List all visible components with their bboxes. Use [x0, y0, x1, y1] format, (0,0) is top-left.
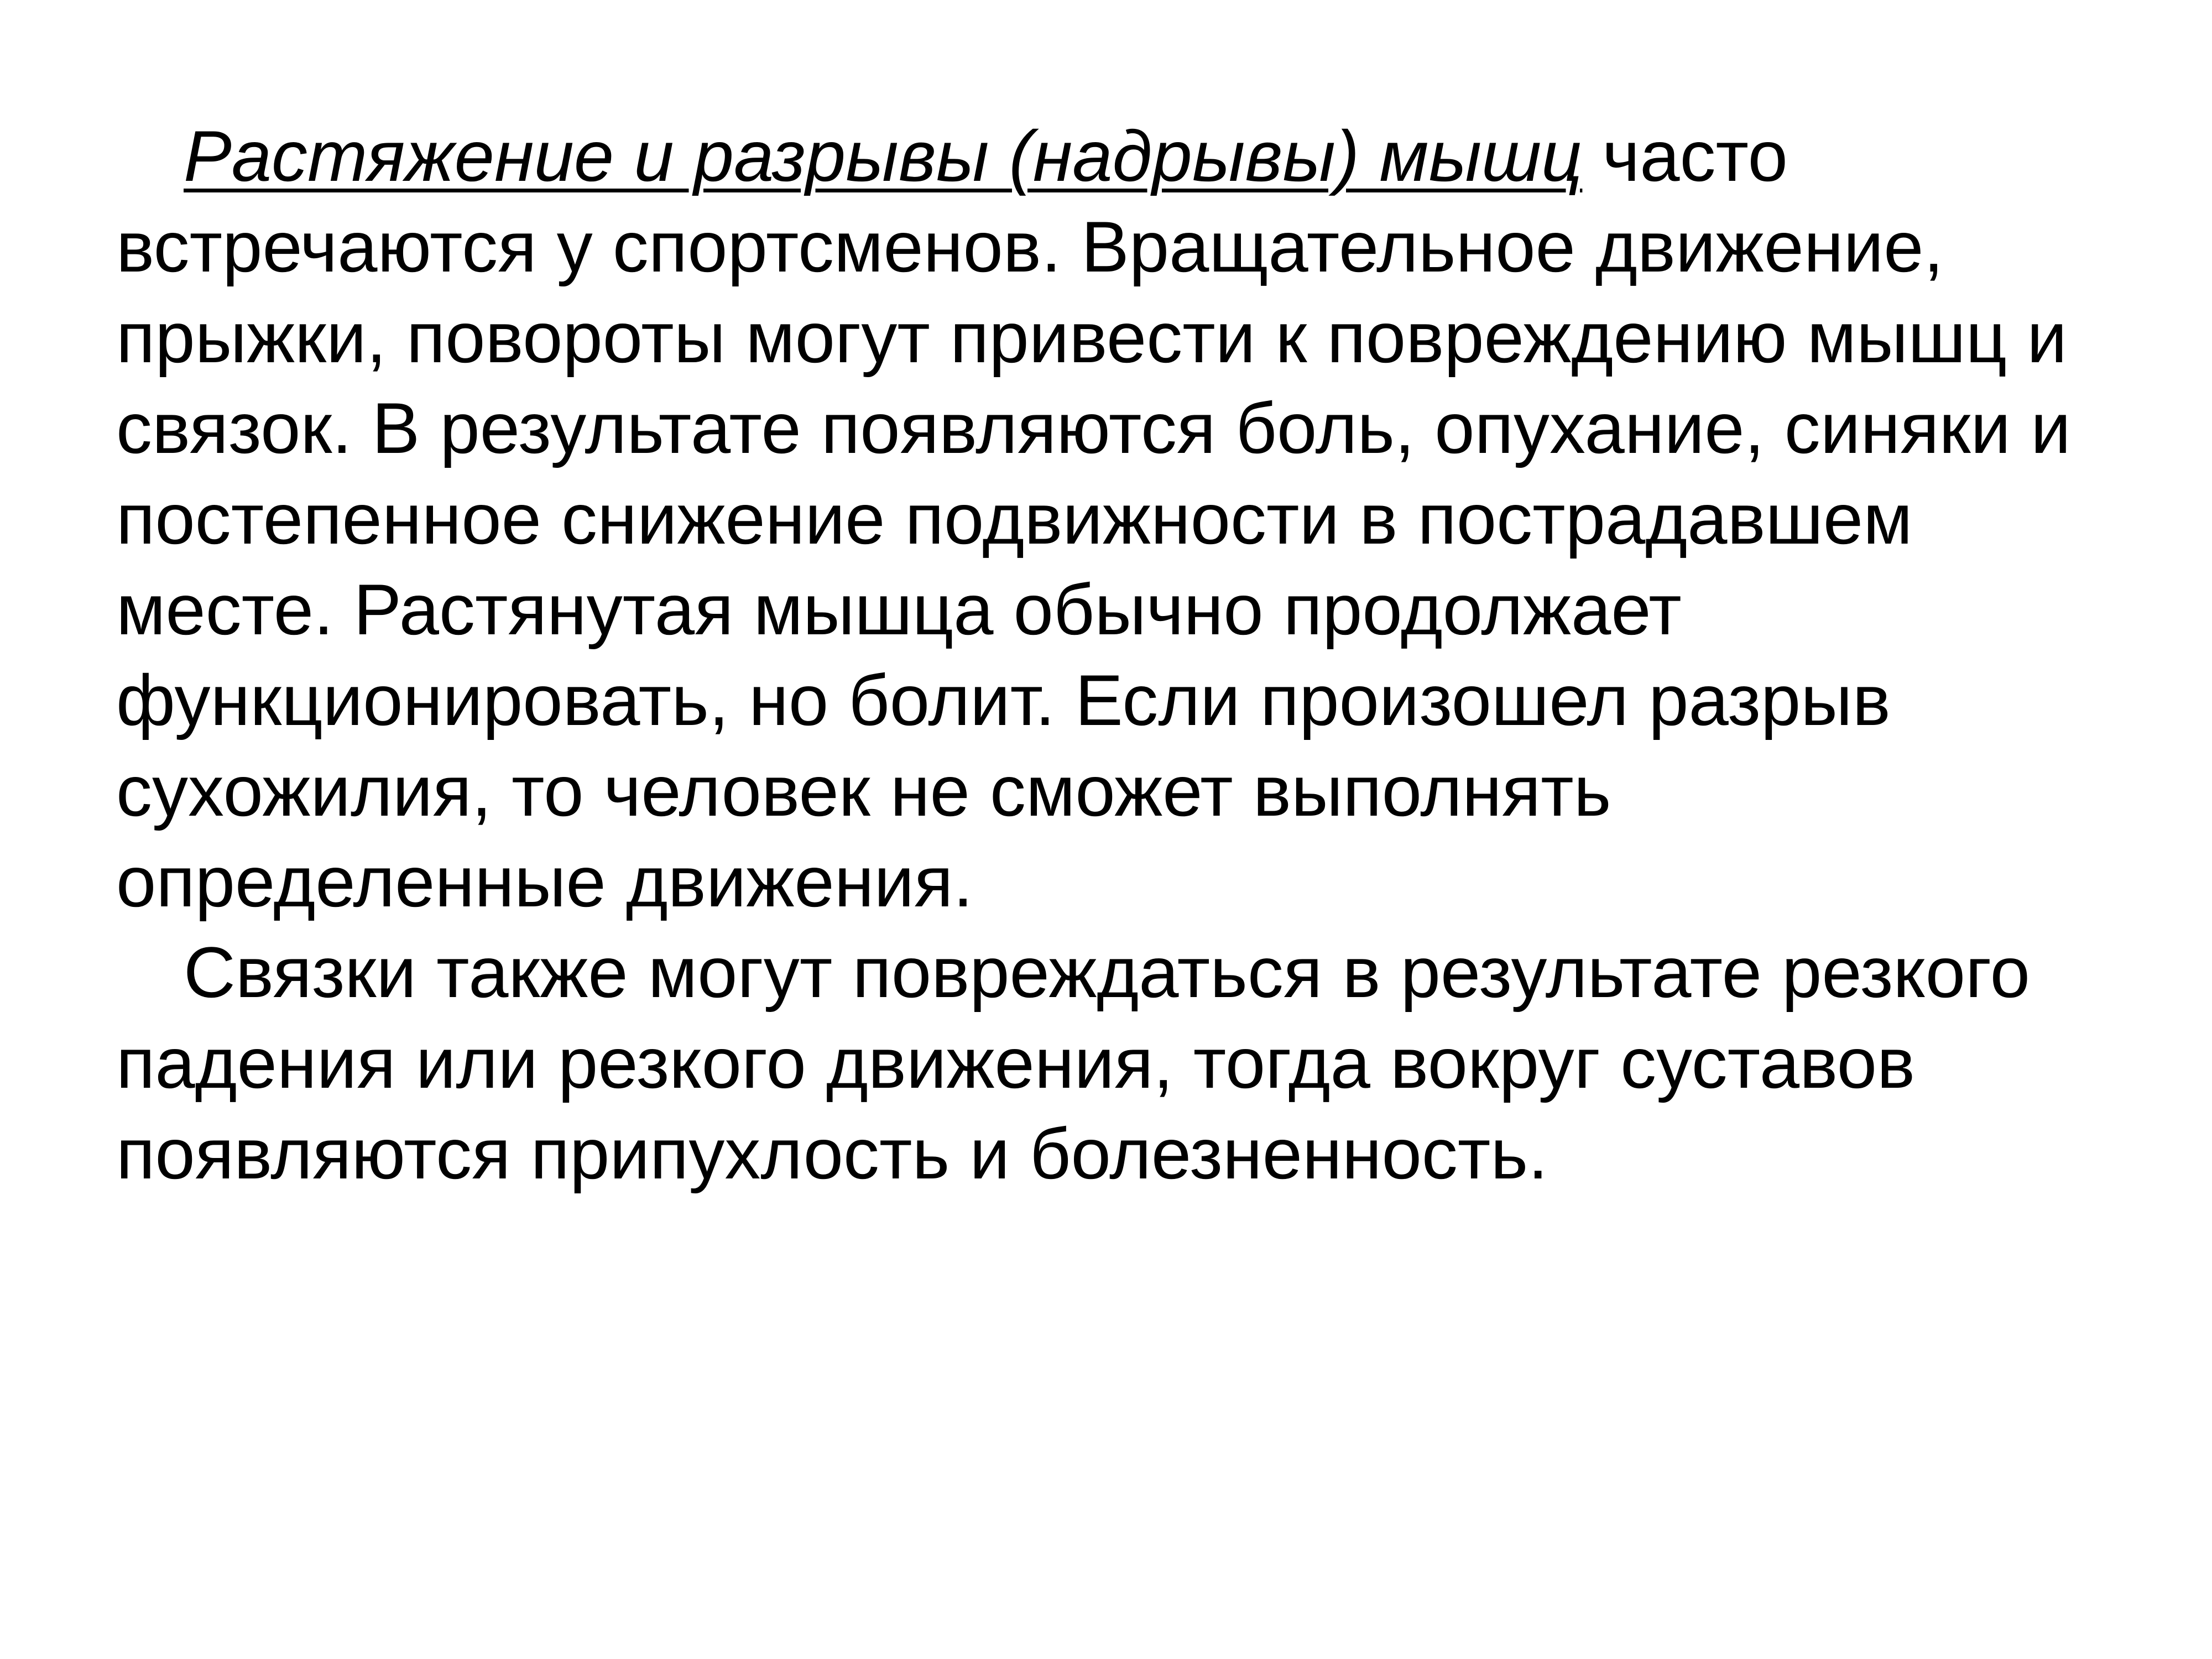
slide-body-text [116, 111, 2162, 1199]
underlined-term: Растяжение и разрывы (надрывы) мышц [184, 116, 1583, 196]
paragraph-1-line: связок. В результате появляются боль, опухание, синяки и [116, 388, 2071, 468]
paragraph-1-line: прыжки, повороты могут привести к повреждению мышц и [116, 297, 2067, 378]
paragraph-1-line: функционировать, но болит. Если произошел разрыв [116, 660, 1891, 740]
paragraph-1-line: постепенное снижение подвижности в пострадавшем [116, 478, 1913, 559]
paragraph-2-line: появляются припухлость и болезненность. [116, 1113, 1548, 1194]
paragraph-1-line: определенные движения. [116, 841, 973, 922]
paragraph-1-line: встречаются у спортсменов. Вращательное движение, [116, 206, 1944, 287]
paragraph-2-line: падения или резкого движения, тогда вокруг суставов [116, 1022, 1916, 1103]
paragraph-1-line-1-rest: часто [1582, 116, 1788, 196]
paragraph-1-line: сухожилия, то человек не сможет выполнять [116, 750, 1611, 831]
paragraph-1-line-1 [116, 111, 2162, 201]
paragraph-2-line: Связки также могут повреждаться в результате резкого [184, 932, 2030, 1013]
paragraph-1-line: месте. Растянутая мышца обычно продолжает [116, 569, 1682, 650]
